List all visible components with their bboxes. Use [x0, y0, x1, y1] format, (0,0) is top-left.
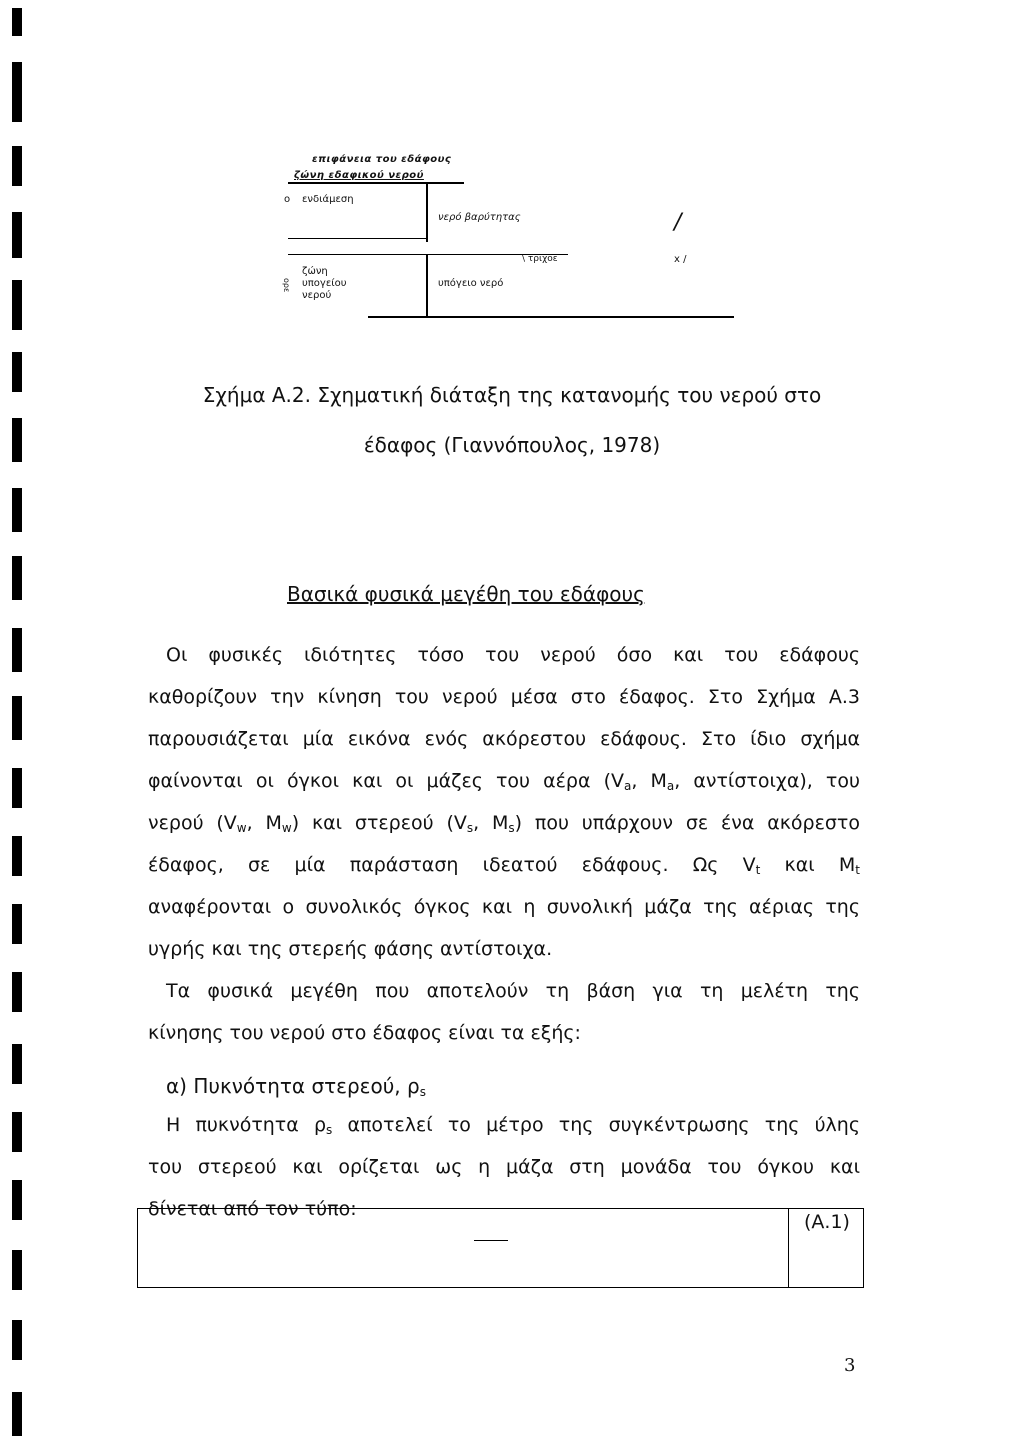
scan-mark: [12, 488, 22, 532]
text-span: Οι φυσικές ιδιότητες τόσο του νερού όσο και του εδάφους: [166, 644, 860, 666]
text-span: , M: [246, 812, 282, 834]
equation-number: (Α.1): [804, 1211, 850, 1233]
subscript: a: [623, 779, 632, 793]
bottom-line: [368, 316, 734, 318]
fraction-bar: [474, 1240, 508, 1241]
groundwater-zone-label-2: υπογείου: [302, 278, 347, 289]
page-number: 3: [844, 1355, 856, 1376]
scan-mark: [12, 280, 22, 330]
groundwater-zone-label-1: ζώνη: [302, 266, 328, 277]
scan-mark: [12, 1180, 22, 1220]
paragraph-line: κίνησης του νερού στο έδαφος είναι τα εξής:: [148, 1022, 581, 1044]
scan-mark: [12, 1392, 22, 1436]
water-distribution-diagram: [280, 150, 740, 330]
scan-mark: [12, 972, 22, 1012]
groundwater-label: υπόγειο νερό: [438, 278, 504, 289]
text-span: αναφέρονται ο συνολικός όγκος και η συνολική μάζα της αέριας της: [148, 896, 860, 918]
text-span: αποτελεί το μέτρο της συγκέντρωσης της ύλης: [332, 1114, 860, 1136]
scan-mark: [12, 1250, 22, 1290]
side-label-top: ο: [284, 194, 291, 205]
scan-mark: [12, 836, 22, 876]
intermediate-bottom-line: [288, 238, 428, 239]
groundwater-divider: [426, 254, 428, 318]
paragraph-line: υγρής και της στερεής φάσης αντίστοιχα.: [148, 938, 553, 960]
paragraph-line: [166, 1116, 860, 1135]
scan-mark: [12, 696, 22, 740]
paragraph-line: [148, 814, 860, 833]
text-span: έδαφος, σε μία παράσταση ιδεατού εδάφους. Ως V: [148, 854, 756, 876]
caption-line-2: έδαφος (Γιαννόπουλος, 1978): [363, 433, 661, 457]
subscript: s: [326, 1123, 333, 1137]
scan-mark: [12, 556, 22, 600]
paragraph-line: [148, 772, 860, 791]
paragraph-line: [148, 730, 860, 749]
subscript: t: [755, 863, 761, 877]
subscript: s: [419, 1085, 426, 1099]
subscript: t: [855, 863, 861, 877]
subscript: s: [466, 821, 474, 835]
figure-caption: [0, 380, 1024, 460]
intermediate-zone-label: ενδιάμεση: [302, 194, 354, 205]
formula-box: [137, 1208, 864, 1288]
soil-surface-label: επιφάνεια του εδάφους: [312, 154, 452, 165]
paragraph-line: [166, 646, 860, 665]
scan-mark: [12, 768, 22, 808]
text-span: ) και στερεού (V: [291, 812, 467, 834]
subscript: s: [508, 821, 515, 835]
scan-mark: [12, 1112, 22, 1152]
text-span: παρουσιάζεται μία εικόνα ενός ακόρεστου εδάφους. Στο ίδιο σχήμα: [148, 728, 860, 750]
text-span: Η πυκνότητα ρ: [166, 1114, 327, 1136]
text-span: , αντίστοιχα), του: [674, 770, 860, 792]
scan-mark: [12, 8, 22, 36]
paragraph-1: [148, 646, 860, 926]
curve-marker: x /: [674, 254, 687, 265]
section-heading: Βασικά φυσικά μεγέθη του εδάφους: [287, 582, 645, 606]
groundwater-zone-label-3: νερού: [302, 290, 332, 301]
paragraph-line: [148, 898, 860, 917]
paragraph-line: δίνεται από τον τύπο:: [148, 1198, 357, 1220]
scan-mark: [12, 212, 22, 258]
text-span: , M: [631, 770, 667, 792]
text-span: νερού (V: [148, 812, 237, 834]
paragraph-line: [148, 1158, 860, 1177]
text-span: Τα φυσικά μεγέθη που αποτελούν τη βάση για τη μελέτη της: [166, 980, 860, 1002]
text-span: καθορίζουν την κίνηση του νερού μέσα στο έδαφος. Στο Σχήμα Α.3: [148, 686, 860, 708]
text-span: φαίνονται οι όγκοι και οι μάζες του αέρα (V: [148, 770, 624, 792]
gravity-water-label: νερό βαρύτητας: [438, 212, 521, 223]
text-span: του στερεού και ορίζεται ως η μάζα στη μονάδα του όγκου και: [148, 1156, 860, 1178]
side-label-bottom: ορε: [282, 278, 291, 293]
scan-mark: [12, 146, 22, 186]
paragraph-line: [166, 982, 860, 1001]
scan-mark: [12, 628, 22, 672]
text-span: , M: [473, 812, 509, 834]
paragraph-line: [148, 688, 860, 707]
scan-marks: [12, 0, 26, 1444]
soil-water-zone-label: ζώνη εδαφικού νερού: [294, 170, 424, 181]
subscript: w: [236, 821, 247, 835]
scan-mark: [12, 1044, 22, 1084]
text-span: α) Πυκνότητα στερεού, ρ: [166, 1074, 420, 1098]
diagonal-mark: /: [674, 210, 682, 235]
paragraph-line: [148, 856, 860, 875]
scan-mark: [12, 904, 22, 944]
text-span: ) που υπάρχουν σε ένα ακόρεστο: [514, 812, 860, 834]
subscript: a: [666, 779, 675, 793]
surface-line: [288, 182, 464, 184]
item-a-title: [166, 1074, 426, 1098]
formula-divider: [788, 1209, 789, 1287]
caption-line-1: Σχήμα Α.2. Σχηματική διάταξη της κατανομής του νερού στο: [202, 383, 822, 407]
text-span: και M: [760, 854, 856, 876]
scan-mark: [12, 62, 22, 122]
scan-mark: [12, 1320, 22, 1360]
subscript: w: [281, 821, 292, 835]
zone-divider: [426, 184, 428, 242]
capillary-marker: \ τριχοε: [522, 254, 558, 264]
